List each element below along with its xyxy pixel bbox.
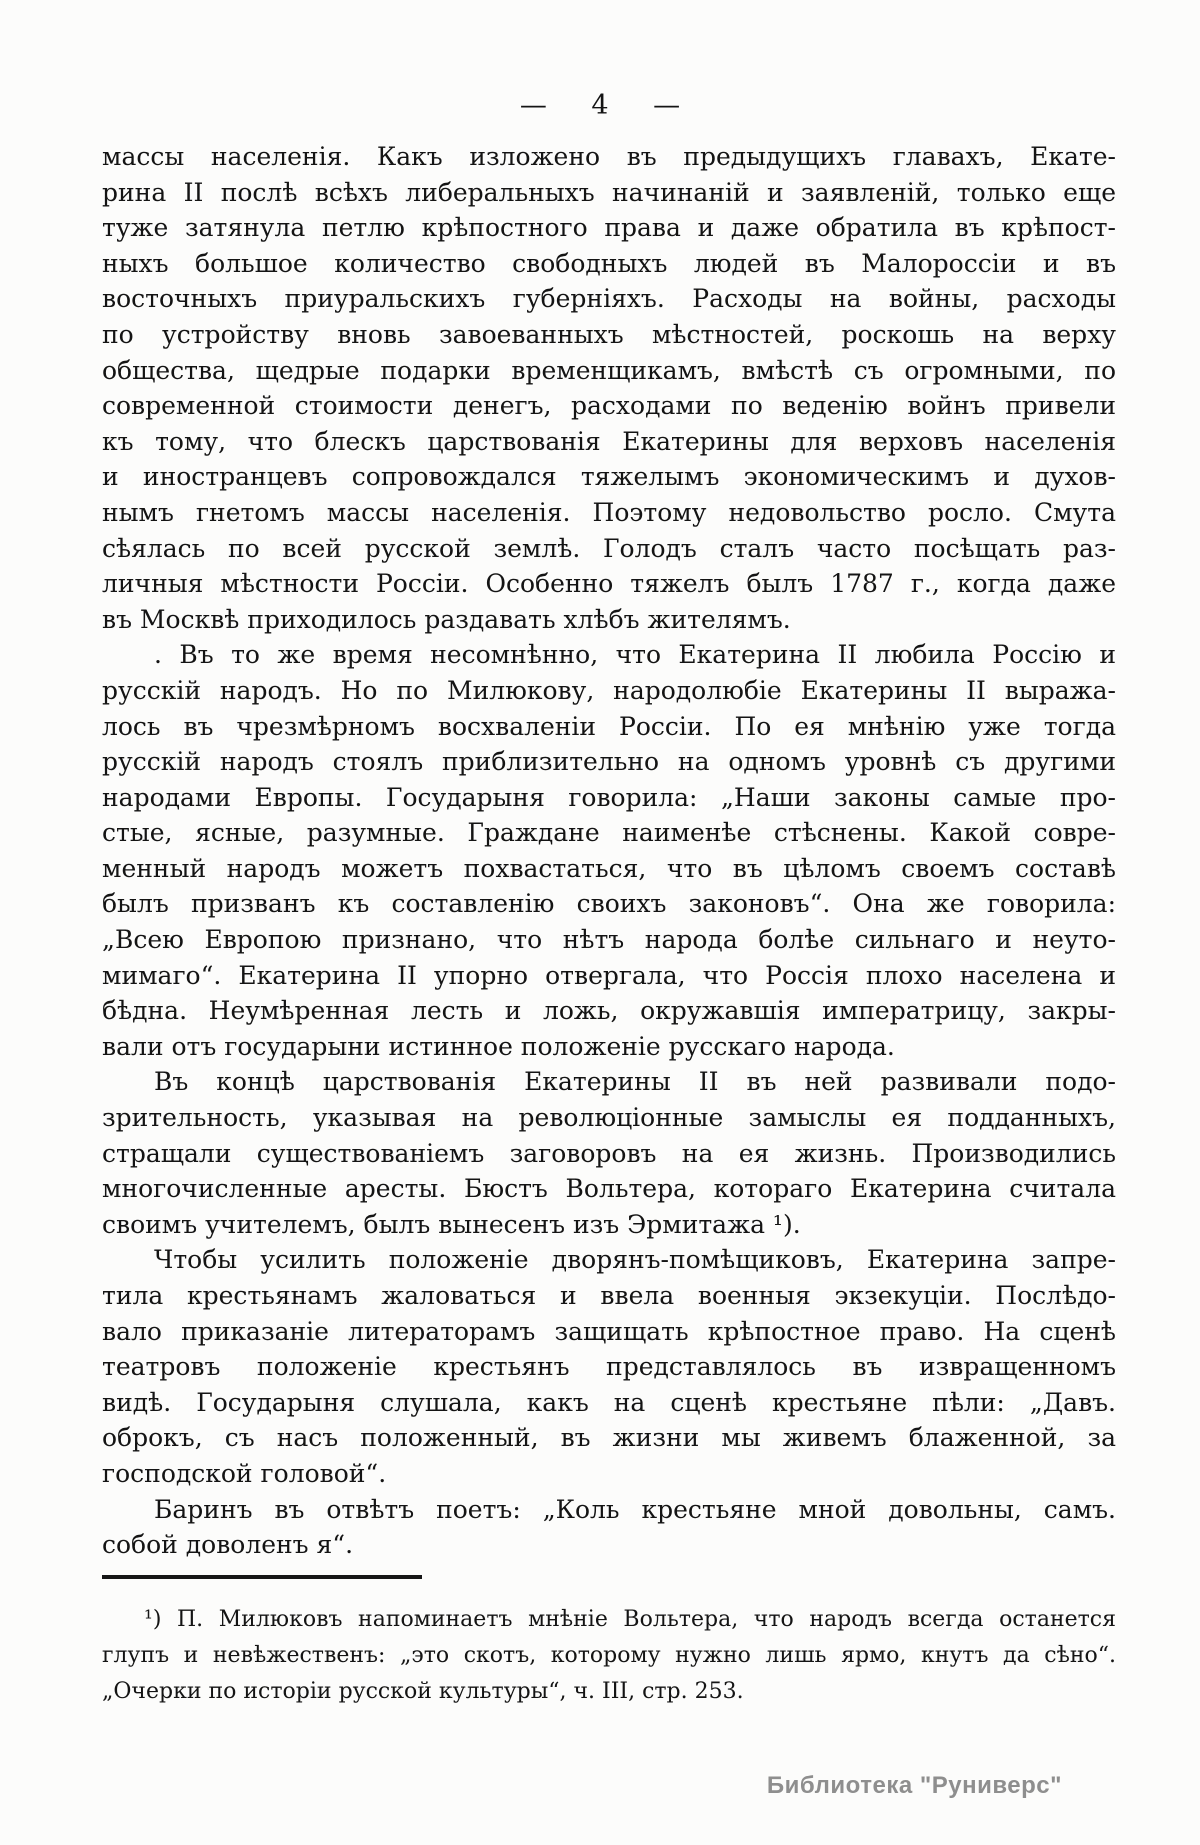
paragraph — [102, 1492, 1116, 1563]
text-line: въ Москвѣ приходилось раздавать хлѣбъ жителямъ. — [102, 604, 791, 634]
text-line: народами Европы. Государыня говорила: „Наши законы самые про- — [102, 782, 1116, 812]
text-line: господской головой“. — [102, 1458, 387, 1488]
text-line: по устройству вновь завоеванныхъ мѣстностей, роскошь на верху — [102, 319, 1116, 349]
text-line: оброкъ, съ насъ положенный, въ жизни мы живемъ блаженной, за — [102, 1423, 1116, 1453]
text-line: Баринъ въ отвѣтъ поетъ: „Коль крестьяне мной довольны, самъ. — [154, 1494, 1116, 1524]
text-line: многочисленные аресты. Бюстъ Вольтера, котораго Екатерина считала — [102, 1174, 1116, 1204]
text-line: лось въ чрезмѣрномъ восхваленіи Россіи. По ея мнѣнію уже тогда — [102, 711, 1116, 741]
text-line: Чтобы усилить положеніе дворянъ-помѣщиковъ, Екатерина запре- — [154, 1245, 1116, 1275]
paragraph — [102, 1242, 1116, 1491]
paragraph — [102, 139, 1116, 637]
text-line: русскій народъ. Но по Милюкову, народолюбіе Екатерины II выража- — [102, 675, 1116, 705]
text-line: Въ концѣ царствованія Екатерины II въ ней развивали подо- — [154, 1067, 1116, 1097]
footnote-line: глупъ и невѣжественъ: „это скотъ, которому нужно лишь ярмо, кнутъ да сѣно“. — [102, 1643, 1116, 1668]
text-line: тила крестьянамъ жаловаться и ввела военныя экзекуціи. Послѣдо- — [102, 1281, 1116, 1310]
text-line: современной стоимости денегъ, расходами по веденію войнъ привели — [102, 391, 1116, 421]
text-line: вали отъ государыни истинное положеніе русскаго народа. — [102, 1031, 895, 1061]
text-line: стые, ясные, разумные. Граждане наименѣе стѣснены. Какой совре- — [102, 818, 1116, 848]
text-line: массы населенія. Какъ изложено въ предыдущихъ главахъ, Екате- — [102, 142, 1116, 171]
paragraph — [102, 1064, 1116, 1242]
footnote — [102, 1602, 1116, 1710]
text-line: былъ призванъ къ составленію своихъ законовъ“. Она же говорила: — [102, 889, 1116, 919]
text-line: своимъ учителемъ, былъ вынесенъ изъ Эрмитажа ¹). — [102, 1209, 801, 1239]
text-line: видѣ. Государыня слушала, какъ на сценѣ крестьяне пѣли: „Давъ. — [102, 1387, 1116, 1417]
text-line: сѣялась по всей русской землѣ. Голодъ сталъ часто посѣщать раз- — [102, 533, 1116, 563]
text-line: собой доволенъ я“. — [102, 1530, 354, 1560]
text-line: и иностранцевъ сопровождался тяжелымъ экономическимъ и духов- — [102, 462, 1116, 492]
text-line: стращали существованіемъ заговоровъ на ея жизнь. Производились — [102, 1138, 1116, 1168]
text-line: русскій народъ стоялъ приблизительно на одномъ уровнѣ съ другими — [102, 747, 1116, 777]
paragraph — [102, 637, 1116, 1064]
text-line: нымъ гнетомъ массы населенія. Поэтому недовольство росло. Смута — [102, 497, 1116, 527]
text-line: зрительность, указывая на революціонные замыслы ея подданныхъ, — [102, 1103, 1116, 1133]
text-line: личныя мѣстности Россіи. Особенно тяжелъ былъ 1787 г., когда даже — [102, 569, 1116, 599]
text-line: ныхъ большое количество свободныхъ людей въ Малороссіи и въ — [102, 248, 1116, 278]
footnote-line: ¹) П. Милюковъ напоминаетъ мнѣніе Вольтера, что народъ всегда останется — [144, 1607, 1116, 1632]
text-line: общества, щедрые подарки временщикамъ, вмѣстѣ съ огромными, по — [102, 355, 1116, 385]
text-line: вало приказаніе литераторамъ защищать крѣпостное право. На сценѣ — [102, 1316, 1116, 1346]
text-line: рина II послѣ всѣхъ либеральныхъ начинаній и заявленій, только еще — [102, 177, 1116, 207]
text-line: туже затянула петлю крѣпостного права и даже обратила въ крѣпост- — [102, 213, 1116, 243]
text-line: „Всею Европою признано, что нѣтъ народа болѣе сильнаго и неуто- — [102, 925, 1116, 955]
text-line: къ тому, что блескъ царствованія Екатерины для верховъ населенія — [102, 426, 1116, 456]
footnote-line: „Очерки по исторіи русской культуры“, ч. III, стр. 253. — [102, 1679, 744, 1704]
page-number: — 4 — — [519, 90, 681, 121]
library-watermark: Библиотека "Руниверс" — [766, 1772, 1062, 1799]
text-line: восточныхъ приуральскихъ губерніяхъ. Расходы на войны, расходы — [102, 284, 1116, 314]
footnote-separator — [102, 1575, 422, 1579]
page-body — [102, 139, 1116, 1563]
text-line: . Въ то же время несомнѣнно, что Екатерина II любила Россію и — [154, 640, 1116, 670]
text-line: менный народъ можетъ похвастаться, что въ цѣломъ своемъ составѣ — [102, 853, 1116, 883]
text-line: театровъ положеніе крестьянъ представлялось въ извращенномъ — [102, 1352, 1116, 1382]
text-line: бѣдна. Неумѣренная лесть и ложь, окружавшія императрицу, закры- — [102, 996, 1116, 1026]
text-line: мимаго“. Екатерина II упорно отвергала, что Россія плохо населена и — [102, 960, 1116, 990]
